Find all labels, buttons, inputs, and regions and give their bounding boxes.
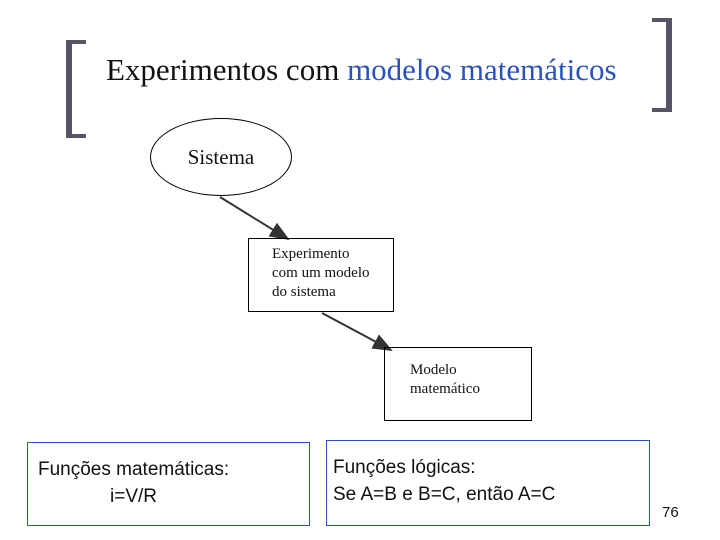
panel-funcoes-logicas — [326, 440, 650, 526]
panel-funcoes-matematicas — [27, 442, 310, 526]
panel-right-example: Se A=B e B=C, então A=C — [333, 484, 556, 505]
panel-right-heading: Funções lógicas: — [333, 457, 476, 478]
arrow-sistema-to-experimento — [220, 197, 288, 239]
node-experimento-line1: Experimento — [272, 246, 350, 262]
arrow-experimento-to-modelo — [322, 313, 391, 350]
title-text-main: Experimentos com — [106, 52, 348, 87]
panel-left-formula: i=V/R — [110, 486, 157, 507]
page-number: 76 — [662, 504, 679, 521]
node-sistema-label: Sistema — [187, 144, 255, 169]
node-modelo — [384, 347, 532, 421]
title-text-accent: modelos matemáticos — [347, 52, 617, 87]
node-experimento — [248, 238, 394, 312]
panel-left-heading: Funções matemáticas: — [38, 459, 230, 480]
node-modelo-line2: matemático — [410, 381, 480, 397]
node-sistema — [150, 118, 292, 196]
node-modelo-line1: Modelo — [410, 362, 457, 378]
node-experimento-line2: com um modelo — [272, 265, 370, 281]
node-experimento-line3: do sistema — [272, 284, 336, 300]
